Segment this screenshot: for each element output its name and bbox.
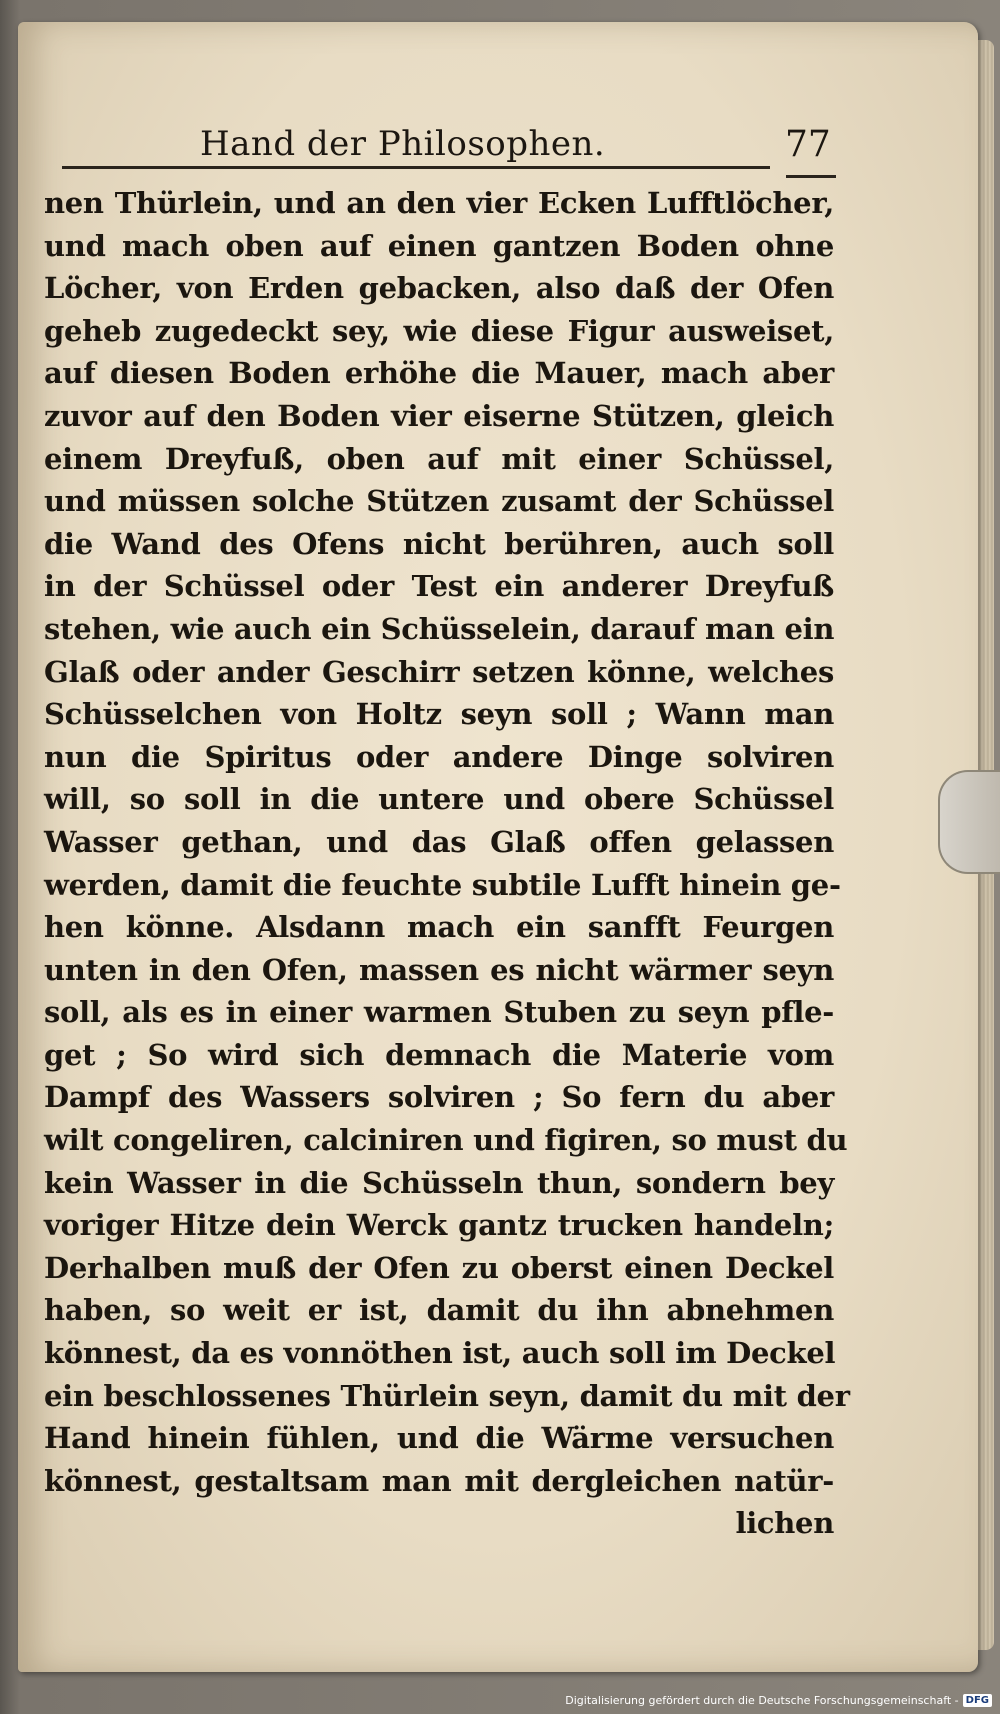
text-line: will, so soll in die untere und obere Schüssel [44, 782, 834, 817]
text-line: in der Schüssel oder Test ein anderer Dreyfuß [44, 569, 834, 604]
text-line: die Wand des Ofens nicht berühren, auch soll [44, 526, 834, 561]
text-line: ein beschlossenes Thürlein seyn, damit du mit der [44, 1378, 850, 1413]
text-line: geheb zugedeckt sey, wie diese Figur ausweiset, [44, 313, 834, 348]
text-line: unten in den Ofen, massen es nicht wärmer seyn [44, 952, 834, 987]
text-line: könnest, da es vonnöthen ist, auch soll im Deckel [44, 1336, 836, 1371]
text-line: get ; So wird sich demnach die Materie vom [44, 1037, 834, 1072]
text-line: nun die Spiritus oder andere Dinge solviren [44, 739, 834, 774]
catchword: lichen [735, 1506, 834, 1541]
text-line: Glaß oder ander Geschirr setzen könne, welches [44, 654, 834, 689]
clasp-tab [938, 770, 1000, 874]
text-line: stehen, wie auch ein Schüsselein, darauf man ein [44, 611, 835, 646]
text-line: haben, so weit er ist, damit du ihn abnehmen [44, 1293, 834, 1328]
running-title: Hand der Philosophen. [200, 124, 606, 164]
text-line: zuvor auf den Boden vier eiserne Stützen, gleich [44, 398, 834, 433]
body-text [44, 182, 850, 1545]
footer-credit: Digitalisierung gefördert durch die Deutsche Forschungsgemeinschaft - [565, 1693, 959, 1707]
text-line: Löcher, von Erden gebacken, also daß der Ofen [44, 271, 834, 306]
text-line: kein Wasser in die Schüsseln thun, sondern bey [44, 1165, 834, 1200]
text-line: und müssen solche Stützen zusamt der Schüssel [44, 484, 834, 519]
text-line: Wasser gethan, und das Glaß offen gelassen [44, 824, 834, 859]
text-line: einem Dreyfuß, oben auf mit einer Schüssel, [44, 441, 834, 476]
header-rule-short [786, 175, 836, 178]
text-line: nen Thürlein, und an den vier Ecken Lufftlöcher, [44, 186, 834, 220]
text-line: könnest, gestaltsam man mit dergleichen natür- [44, 1463, 834, 1498]
text-line: Derhalben muß der Ofen zu oberst einen Deckel [44, 1250, 834, 1285]
text-line: und mach oben auf einen gantzen Boden ohne [44, 228, 834, 263]
digitization-footer [565, 1690, 992, 1710]
text-line: hen könne. Alsdann mach ein sanfft Feurgen [44, 910, 834, 945]
dfg-logo: DFG [963, 1694, 992, 1707]
text-line: Hand hinein fühlen, und die Wärme versuchen [44, 1421, 834, 1456]
text-line: werden, damit die feuchte subtile Lufft hinein ge- [44, 867, 841, 902]
text-line: soll, als es in einer warmen Stuben zu seyn pfle- [44, 995, 834, 1030]
page-number: 77 [785, 124, 831, 165]
page-header [60, 120, 840, 170]
text-line: wilt congeliren, calciniren und figiren, so must du [44, 1123, 848, 1158]
text-line: voriger Hitze dein Werck gantz trucken handeln; [44, 1208, 834, 1243]
header-rule [62, 166, 770, 169]
text-line: auf diesen Boden erhöhe die Mauer, mach aber [44, 356, 834, 391]
text-line: Dampf des Wassers solviren ; So fern du aber [44, 1080, 834, 1115]
text-line: Schüsselchen von Holtz seyn soll ; Wann man [44, 697, 834, 732]
